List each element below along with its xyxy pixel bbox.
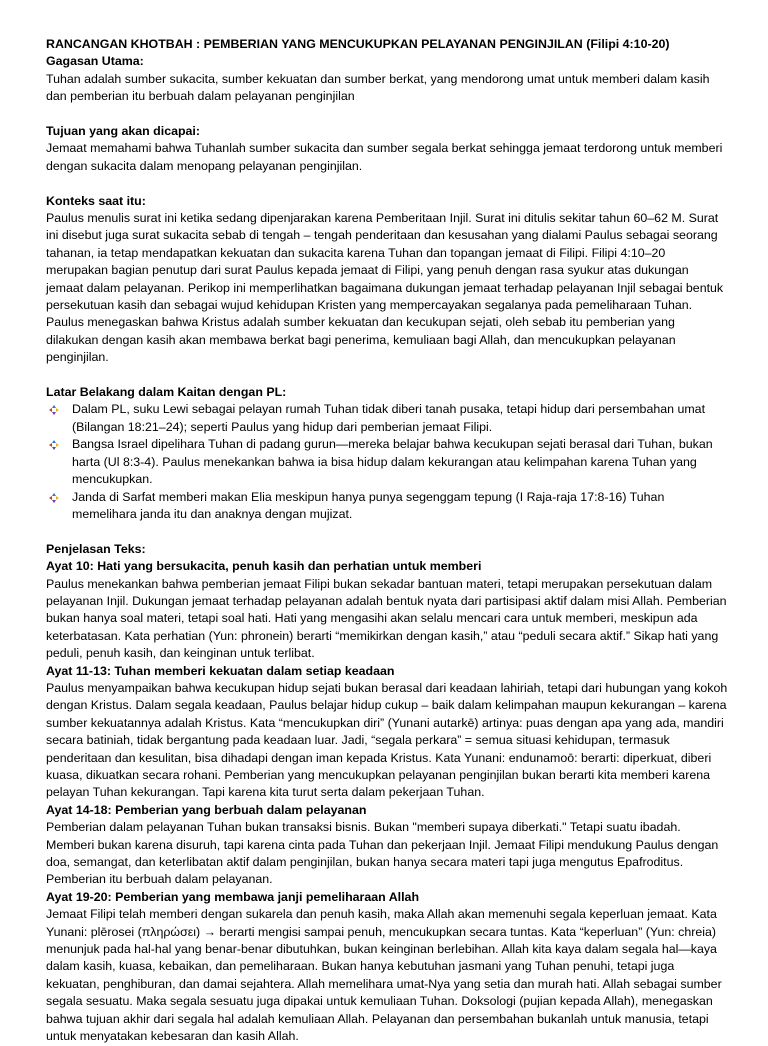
konteks-heading: Konteks saat itu: (46, 193, 146, 208)
ayat-text: Jemaat Filipi telah memberi dengan sukarela dan penuh kasih, maka Allah akan memenuhi segala keperluan jemaat. Kata Yunani: plērosei (πληρώσει) → berarti mengisi sampai penuh, mencukupkan secara tuntas. Kata “keperluan” (Yun: chreia) menunjuk pada hal-hal yang benar-benar dibutuhkan, bukan keinginan berlebihan. Allah kita kaya dalam segala hal—kaya dalam kasih, kuasa, kebaikan, dan pemeliharaan. Bukan hanya kebutuhan jasmani yang Tuhan penuhi, tetapi juga kekuatan, penghiburan, dan damai sejahtera. Allah memelihara umat-Nya yang setia dan murah hati. Allah sebagai sumber segala sesuatu. Maka segala sesuatu juga dipakai untuk kemuliaan Tuhan. Doksologi (pujian kepada Allah), menegaskan bahwa tujuan akhir dari segala hal adalah kemuliaan Allah. Pelayanan dan persembahan bukanlah untuk manusia, tetapi untuk menyatakan kebesaran dan kasih Allah. (46, 907, 722, 1044)
ayat-text: Paulus menekankan bahwa pemberian jemaat Filipi bukan sekadar bantuan materi, tetapi merupakan persekutuan dalam pelayanan Injil. Dukungan jemaat terhadap pelayanan adalah bentuk nyata dari partisipasi aktif dalam misi Allah. Pemberian bukan hanya soal materi, tetapi soal hati. Hati yang mengasihi akan selalu mencari cara untuk memberi, meskipun ada keterbatasan. Kata perhatian (Yun: phronein) berarti “memikirkan dengan kasih,” atau “peduli secara aktif.” Sikap hati yang peduli, penuh kasih, dan keinginan untuk terlibat. (46, 576, 727, 661)
ayat-heading: Ayat 14-18: Pemberian yang berbuah dalam pelayanan (46, 802, 367, 817)
latar-bullet-item (46, 436, 728, 488)
arrow-cross-bullet-icon (49, 493, 59, 503)
konteks-text: Paulus menulis surat ini ketika sedang dipenjarakan karena Pemberitaan Injil. Surat ini ditulis sekitar tahun 60–62 M. Surat ini disebut juga surat sukacita sebab di tengah – tengah penderitaan dan kesusahan yang dialami Paulus sebagai seorang tahanan, ia tetap mendapatkan kekuatan dan sukacita karena Tuhan dan topangan jemaat di Filipi. Filipi 4:10–20 merupakan bagian penutup dari surat Paulus kepada jemaat di Filipi, yang penuh dengan rasa syukur atas dukungan jemaat dalam pelayanan. Perikop ini memperlihatkan bagaimana dukungan jemaat terhadap pelayanan Injil sebagai bentuk persekutuan kasih dan sebagai wujud kehidupan Kristen yang mempercayakan segalanya pada pemeliharaan Tuhan. Paulus menegaskan bahwa Kristus adalah sumber kekuatan dan kecukupan sejati, oleh sebab itu pemberian yang dilakukan dengan kasih akan membawa berkat bagi penerima, kemuliaan bagi Allah, dan mencukupkan pelayanan penginjilan. (46, 211, 724, 365)
latar-bullet-text: Dalam PL, suku Lewi sebagai pelayan rumah Tuhan tidak diberi tanah pusaka, tetapi hidup dari persembahan umat (Bilangan 18:21–24); seperti Paulus yang hidup dari pemberian jemaat Filipi. (72, 402, 706, 434)
gagasan-text: Tuhan adalah sumber sukacita, sumber kekuatan dan sumber berkat, yang mendorong umat untuk memberi dalam kasih dan pemberian itu berbuah dalam pelayanan penginjilan (46, 71, 710, 104)
ayat-text: Pemberian dalam pelayanan Tuhan bukan transaksi bisnis. Bukan "memberi supaya diberkati." Tetapi suatu ibadah. Memberi bukan karena disuruh, tapi karena cinta pada Tuhan dan pekerjaan Injil. Jemaat Filipi mendukung Paulus dengan doa, semangat, dan keterlibatan aktif dalam penginjilan, bukan hanya secara materi tapi juga mengutus Epafroditus. Pemberian itu berbuah dalam pelayanan. (46, 820, 719, 887)
arrow-cross-bullet-icon (49, 440, 59, 450)
latar-bullet-list (46, 401, 728, 523)
arrow-cross-bullet-icon (49, 405, 59, 415)
tujuan-text: Jemaat memahami bahwa Tuhanlah sumber sukacita dan sumber segala berkat sehingga jemaat terdorong untuk memberi dengan sukacita dalam menopang pelayanan penginjilan. (46, 141, 723, 173)
gagasan-heading: Gagasan Utama: (46, 54, 144, 69)
tujuan-heading: Tujuan yang akan dicapai: (46, 124, 200, 139)
latar-bullet-text: Janda di Sarfat memberi makan Elia meskipun hanya punya segenggam tepung (I Raja-raja 17:8-16) Tuhan memelihara janda itu dan anaknya dengan mujizat. (72, 489, 665, 521)
ayat-heading: Ayat 19-20: Pemberian yang membawa janji pemeliharaan Allah (46, 889, 420, 904)
document-title: RANCANGAN KHOTBAH : PEMBERIAN YANG MENCUKUPKAN PELAYANAN PENGINJILAN (Filipi 4:10-20) (46, 37, 670, 51)
latar-bullet-text: Bangsa Israel dipelihara Tuhan di padang gurun—mereka belajar bahwa kecukupan sejati berasal dari Tuhan, bukan harta (Ul 8:3-4). Paulus menekankan bahwa ia bisa hidup dalam kekurangan atau kelimpahan karena Tuhan yang mencukupkan. (72, 437, 713, 487)
latar-heading: Latar Belakang dalam Kaitan dengan PL: (46, 385, 287, 400)
latar-bullet-item (46, 401, 728, 436)
ayat-heading: Ayat 10: Hati yang bersukacita, penuh kasih dan perhatian untuk memberi (46, 559, 482, 574)
ayat-text: Paulus menyampaikan bahwa kecukupan hidup sejati bukan berasal dari keadaan lahiriah, tetapi dari hubungan yang kokoh dengan Kristus. Dalam segala keadaan, Paulus belajar hidup cukup – baik dalam kelimpahan maupun kekurangan – karena sumber kekuatannya adalah Kristus. Kata “mencukupkan diri” (Yunani autarkē) artinya: puas dengan apa yang ada, mandiri secara batiniah, tidak bergantung pada keadaan luar. Jadi, “segala perkara” = semua situasi kehidupan, termasuk penderitaan dan kesulitan, bisa dihadapi dengan iman kepada Kristus. Kata Yunani: endunamoō: berarti: diperkuat, diberi kuasa, dikuatkan secara rohani. Pemberian yang mencukupkan pelayanan penginjilan bukan berarti kita memberi karena pelayan Tuhan kekurangan. Tapi karena kita turut serta dalam pekerjaan Tuhan. (46, 680, 728, 800)
latar-bullet-item (46, 489, 728, 524)
penjelasan-heading: Penjelasan Teks: (46, 541, 146, 556)
ayat-heading: Ayat 11-13: Tuhan memberi kekuatan dalam setiap keadaan (46, 663, 395, 678)
